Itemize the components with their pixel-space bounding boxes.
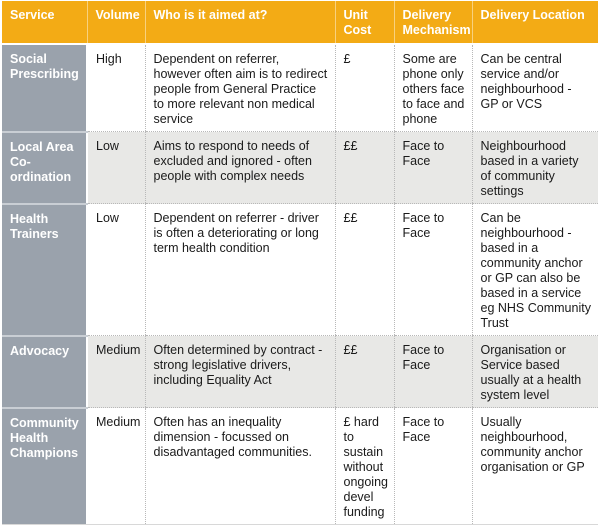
cell-volume: Medium bbox=[87, 336, 145, 408]
services-table bbox=[2, 1, 598, 524]
column-header-delivery-location: Delivery Location bbox=[472, 1, 598, 44]
cell-service: Health Trainers bbox=[2, 204, 87, 336]
cell-volume: Medium bbox=[87, 408, 145, 525]
cell-delivery-mechanism: Face to Face bbox=[394, 336, 472, 408]
cell-delivery-location: Neighbourhood based in a variety of community settings bbox=[472, 132, 598, 204]
column-header-delivery-mechanism: Delivery Mechanism bbox=[394, 1, 472, 44]
services-table-wrapper bbox=[2, 1, 598, 525]
cell-unit-cost: £ hard to sustain without ongoing devel funding bbox=[335, 408, 394, 525]
cell-aimed-at: Aims to respond to needs of excluded and ignored - often people with complex needs bbox=[145, 132, 335, 204]
cell-unit-cost: ££ bbox=[335, 336, 394, 408]
table-row bbox=[2, 44, 598, 132]
column-header-unit-cost: Unit Cost bbox=[335, 1, 394, 44]
cell-service: Social Prescribing bbox=[2, 44, 87, 132]
cell-service: Local Area Co-ordination bbox=[2, 132, 87, 204]
cell-delivery-mechanism: Face to Face bbox=[394, 132, 472, 204]
cell-delivery-location: Can be neighbourhood - based in a community anchor or GP can also be based in a service eg NHS Community Trust bbox=[472, 204, 598, 336]
table-row bbox=[2, 132, 598, 204]
table-body bbox=[2, 44, 598, 524]
cell-volume: Low bbox=[87, 204, 145, 336]
cell-unit-cost: ££ bbox=[335, 204, 394, 336]
table-row bbox=[2, 336, 598, 408]
column-header-who-is-it-aimed-at: Who is it aimed at? bbox=[145, 1, 335, 44]
cell-unit-cost: ££ bbox=[335, 132, 394, 204]
cell-aimed-at: Dependent on referrer - driver is often a deteriorating or long term health condition bbox=[145, 204, 335, 336]
cell-volume: High bbox=[87, 44, 145, 132]
cell-unit-cost: £ bbox=[335, 44, 394, 132]
table-row bbox=[2, 408, 598, 525]
cell-delivery-location: Organisation or Service based usually at a health system level bbox=[472, 336, 598, 408]
table-header bbox=[2, 1, 598, 44]
column-header-service: Service bbox=[2, 1, 87, 44]
cell-delivery-mechanism: Face to Face bbox=[394, 408, 472, 525]
header-row bbox=[2, 1, 598, 44]
cell-volume: Low bbox=[87, 132, 145, 204]
cell-delivery-location: Can be central service and/or neighbourhood - GP or VCS bbox=[472, 44, 598, 132]
cell-aimed-at: Dependent on referrer, however often aim is to redirect people from General Practice to more relevant non medical service bbox=[145, 44, 335, 132]
cell-service: Community Health Champions bbox=[2, 408, 87, 525]
column-header-volume: Volume bbox=[87, 1, 145, 44]
cell-delivery-mechanism: Some are phone only others face to face and phone bbox=[394, 44, 472, 132]
table-row bbox=[2, 204, 598, 336]
cell-service: Advocacy bbox=[2, 336, 87, 408]
cell-delivery-location: Usually neighbourhood, community anchor organisation or GP bbox=[472, 408, 598, 525]
cell-delivery-mechanism: Face to Face bbox=[394, 204, 472, 336]
cell-aimed-at: Often determined by contract - strong legislative drivers, including Equality Act bbox=[145, 336, 335, 408]
cell-aimed-at: Often has an inequality dimension - focussed on disadvantaged communities. bbox=[145, 408, 335, 525]
